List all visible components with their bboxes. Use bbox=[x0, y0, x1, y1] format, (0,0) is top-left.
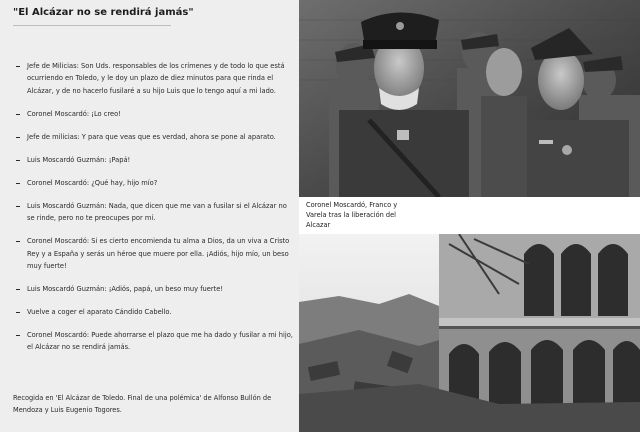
dialogue-line: Jefe de milicias: Y para que veas que es verdad, ahora se pone al aparato. bbox=[13, 131, 296, 143]
dialogue-line: Coronel Moscardó: ¿Qué hay, hijo mío? bbox=[13, 177, 296, 189]
dialogue-line: Luis Moscardó Guzmán: ¡Papá! bbox=[13, 154, 296, 166]
title-underline bbox=[13, 25, 171, 26]
dialogue-line: Coronel Moscardó: ¡Lo creo! bbox=[13, 108, 296, 120]
dialogue-line: Luis Moscardó Guzmán: Nada, que dicen que me van a fusilar si el Alcázar no se rinde, pero no te preocupes por mí. bbox=[13, 200, 296, 225]
officers-photo bbox=[299, 0, 640, 197]
article-title: "El Alcázar no se rendirá jamás" bbox=[13, 7, 194, 18]
dialogue-line: Coronel Moscardó: Puede ahorrarse el plazo que me ha dado y fusilar a mi hijo, el Alcázar no se rendirá jamás. bbox=[13, 329, 296, 354]
dialogue-line: Jefe de Milicias: Son Uds. responsables de los crímenes y de todo lo que está ocurriendo en Toledo, y le doy un plazo de diez minutos para que rinda el Alcázar, y de no hacerlo fusilaré a su hijo Luis que lo tengo aquí a mi lado. bbox=[13, 60, 296, 97]
dialogue-list bbox=[13, 60, 296, 364]
alcazar-ruins-photo bbox=[299, 234, 640, 432]
source-note: Recogida en 'El Alcázar de Toledo. Final de una polémica' de Alfonso Bullón de Mendoza y Luis Eugenio Togores. bbox=[13, 394, 272, 414]
article-panel bbox=[0, 0, 299, 432]
photo-caption-box bbox=[299, 197, 640, 234]
dialogue-line: Luis Moscardó Guzmán: ¡Adiós, papá, un beso muy fuerte! bbox=[13, 283, 296, 295]
dialogue-line: Coronel Moscardó: Si es cierto encomienda tu alma a Dios, da un viva a Cristo Rey y a España y serás un héroe que muere por ella. ¡Adiós, hijo mío, un beso muy fuerte! bbox=[13, 235, 296, 272]
dialogue-line: Vuelve a coger el aparato Cándido Cabello. bbox=[13, 306, 296, 318]
photo-caption: Coronel Moscardó, Franco y Varela tras la liberación del Alcazar bbox=[306, 201, 398, 229]
